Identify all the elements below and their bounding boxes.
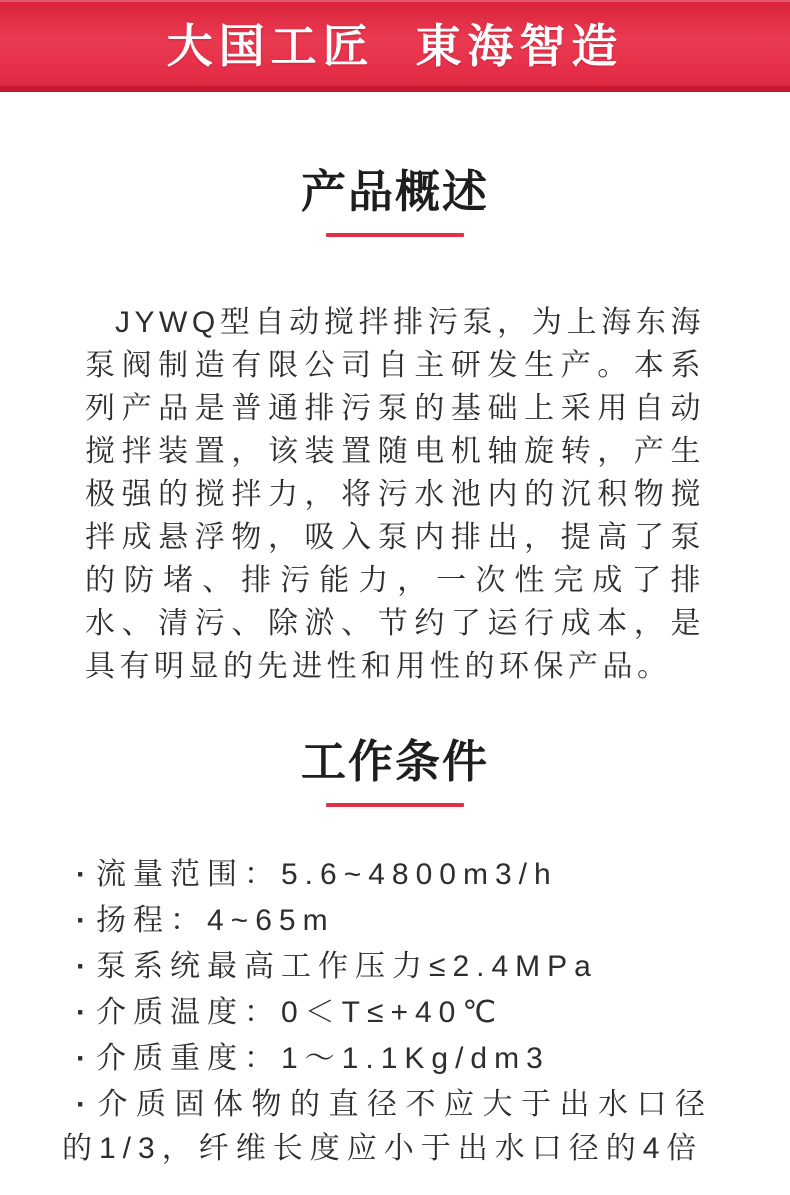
brand-banner	[0, 0, 790, 92]
conditions-heading: 工作条件	[300, 736, 489, 787]
condition-item	[62, 899, 712, 943]
bullet-dot: ·	[76, 858, 86, 891]
overview-paragraph: JYWQ型自动搅拌排污泵，为上海东海泵阀制造有限公司自主研发生产。本系列产品是普通排污泵的基础上采用自动搅拌装置，该装置随电机轴旋转，产生极强的搅拌力，将污水池内的沉积物搅拌成悬浮物，吸入泵内排出，提高了泵的防堵、排污能力，一次性完成了排水、清污、除淤、节约了运行成本，是具有明显的先进性和用性的环保产品。	[85, 306, 705, 683]
condition-text: 介质重度：1～1.1Kg/dm3	[96, 1042, 550, 1075]
condition-text: 扬程：4~65m	[96, 904, 335, 937]
condition-text: 介质温度：0＜T≤+40℃	[96, 996, 504, 1029]
bullet-dot: ·	[76, 1088, 86, 1121]
bullet-dot: ·	[76, 904, 86, 937]
condition-text: 介质固体物的直径不应大于出水口径的1/3，纤维长度应小于出水口径的4倍	[62, 1088, 712, 1165]
condition-text: 流量范围：5.6~4800m3/h	[96, 858, 558, 891]
bullet-dot: ·	[76, 996, 86, 1029]
condition-item	[62, 853, 712, 897]
condition-text: 泵系统最高工作压力≤2.4MPa	[96, 950, 598, 983]
condition-item	[62, 945, 712, 989]
bullet-dot: ·	[76, 950, 86, 983]
bullet-dot: ·	[76, 1042, 86, 1075]
overview-heading: 产品概述	[300, 166, 489, 217]
section-working-conditions	[0, 736, 790, 1171]
conditions-list	[62, 853, 712, 1171]
banner-title: 大国工匠 東海智造	[166, 20, 624, 72]
condition-item	[62, 1083, 712, 1171]
condition-item	[62, 1037, 712, 1081]
conditions-heading-underline	[326, 803, 464, 807]
section-product-overview	[0, 166, 790, 688]
overview-heading-underline	[326, 233, 464, 237]
condition-item	[62, 991, 712, 1035]
